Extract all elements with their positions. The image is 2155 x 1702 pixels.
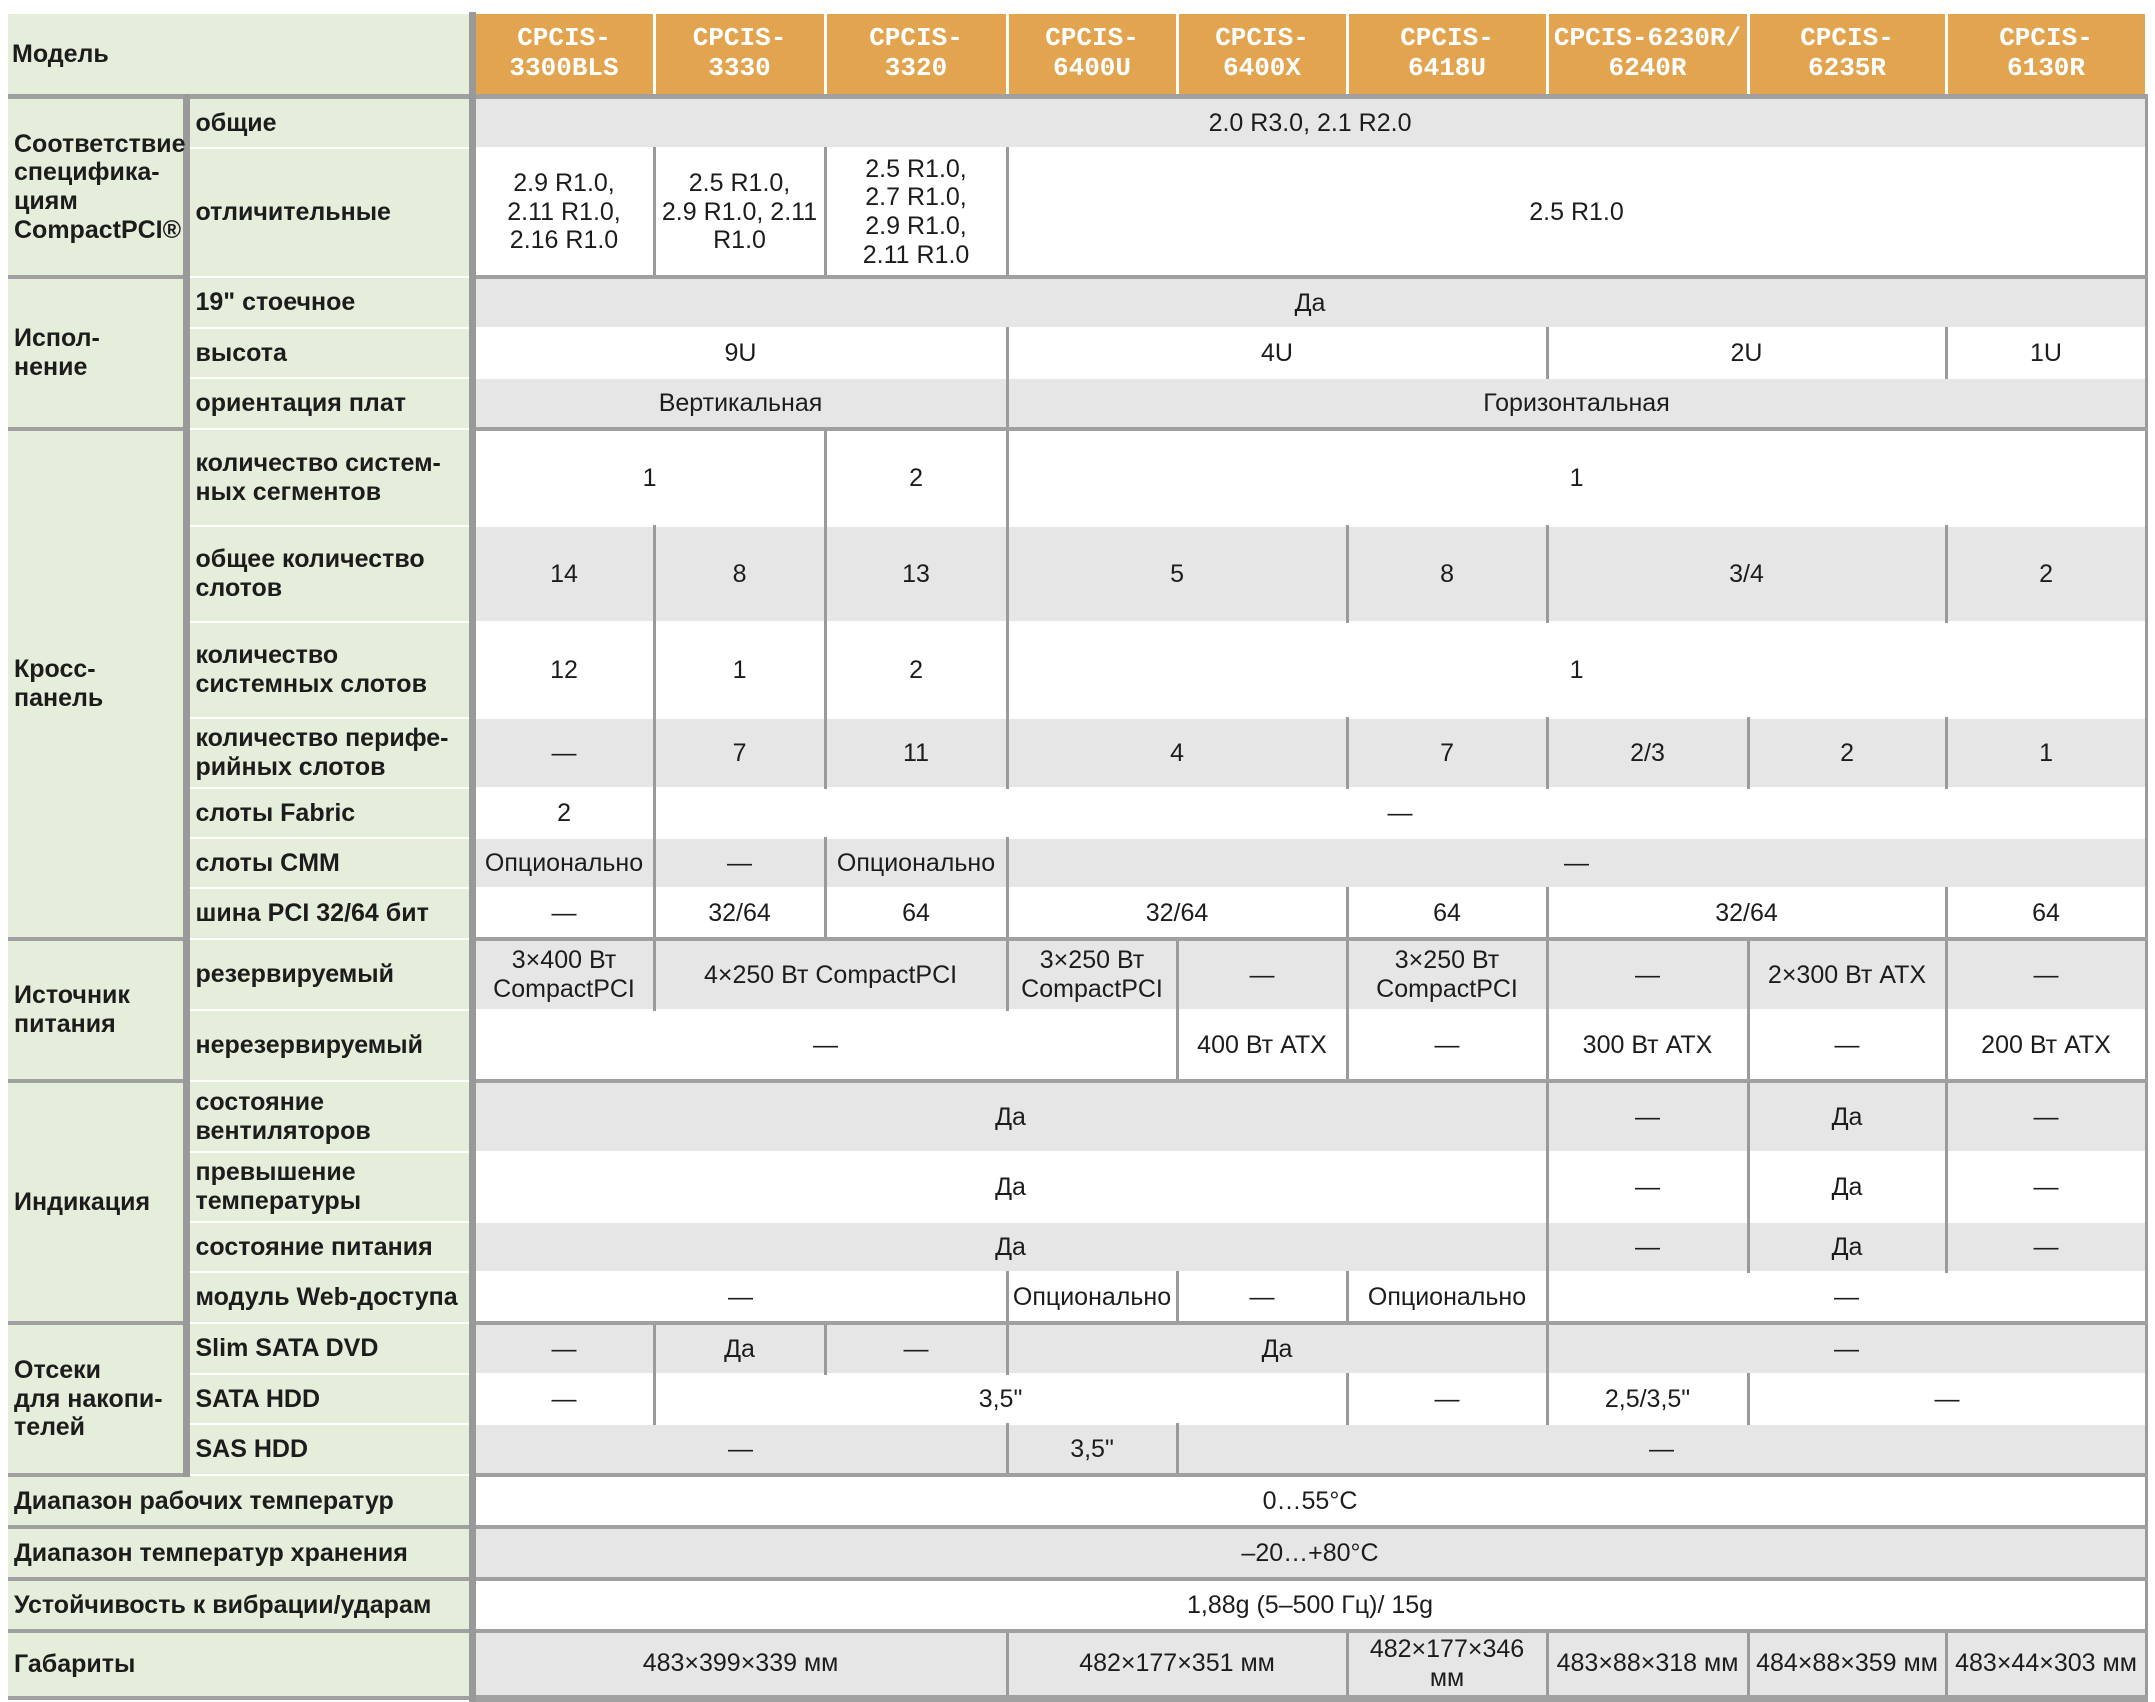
table-cell: 4U <box>1007 328 1547 378</box>
row-label: отличительные <box>186 148 472 277</box>
table-cell: 1 <box>1946 718 2146 788</box>
table-cell: 14 <box>472 526 654 622</box>
table-cell: — <box>825 1323 1007 1374</box>
table-cell: Опционально <box>825 838 1007 888</box>
model-name: CPCIS- 3330 <box>654 13 825 97</box>
table-cell: 32/64 <box>1547 888 1946 939</box>
model-name: CPCIS- 6418U <box>1347 13 1547 97</box>
spec-table <box>8 12 2148 1702</box>
model-name: CPCIS- 3300BLS <box>472 13 654 97</box>
table-cell: — <box>472 1010 1177 1081</box>
row-label: Slim SATA DVD <box>186 1323 472 1374</box>
table-cell: — <box>1946 939 2146 1010</box>
table-cell: — <box>1946 1081 2146 1152</box>
table-row <box>8 1424 2146 1475</box>
table-cell: 5 <box>1007 526 1347 622</box>
row-label: Диапазон рабочих температур <box>8 1475 472 1527</box>
table-cell: 4 <box>1007 718 1347 788</box>
table-cell: — <box>1007 838 2146 888</box>
table-cell: — <box>1177 1424 2146 1475</box>
model-name: CPCIS- 3320 <box>825 13 1007 97</box>
row-label: количество систем- ных сегментов <box>186 429 472 526</box>
table-cell: 32/64 <box>1007 888 1347 939</box>
table-cell: — <box>654 838 825 888</box>
table-cell: 484×88×359 мм <box>1748 1631 1946 1698</box>
row-label: резервируемый <box>186 939 472 1010</box>
table-row <box>8 1081 2146 1152</box>
table-row <box>8 1374 2146 1424</box>
table-row <box>8 97 2146 149</box>
table-cell: — <box>1547 1272 2146 1323</box>
table-cell: Да <box>1748 1152 1946 1222</box>
table-cell: 1,88g (5–500 Гц)/ 15g <box>472 1579 2146 1631</box>
table-cell: 3×250 Вт CompactPCI <box>1007 939 1177 1010</box>
row-label: Диапазон температур хранения <box>8 1527 472 1579</box>
table-cell: 2.5 R1.0, 2.9 R1.0, 2.11 R1.0 <box>654 148 825 277</box>
table-cell: 11 <box>825 718 1007 788</box>
category-label: Кросс- панель <box>8 429 186 939</box>
table-cell: — <box>1547 1081 1748 1152</box>
table-row <box>8 622 2146 718</box>
table-cell: 2×300 Вт ATX <box>1748 939 1946 1010</box>
table-cell: Да <box>472 277 2146 328</box>
row-label: ориентация плат <box>186 378 472 429</box>
table-row <box>8 939 2146 1010</box>
table-cell: 2 <box>825 622 1007 718</box>
table-cell: 2.0 R3.0, 2.1 R2.0 <box>472 97 2146 149</box>
row-label: Габариты <box>8 1631 472 1698</box>
row-label: слоты Fabric <box>186 788 472 838</box>
table-cell: 1 <box>1007 622 2146 718</box>
row-label: SATA HDD <box>186 1374 472 1424</box>
category-label: Отсеки для накопи- телей <box>8 1323 186 1475</box>
row-label: состояние питания <box>186 1222 472 1272</box>
table-row <box>8 838 2146 888</box>
table-cell: — <box>1946 1152 2146 1222</box>
row-label: 19" стоечное <box>186 277 472 328</box>
table-cell: Да <box>1748 1222 1946 1272</box>
table-cell: — <box>472 1272 1007 1323</box>
table-cell: 9U <box>472 328 1007 378</box>
table-cell: — <box>1547 939 1748 1010</box>
table-cell: 0…55°С <box>472 1475 2146 1527</box>
table-row <box>8 1222 2146 1272</box>
table-cell: 1 <box>472 429 825 526</box>
spec-table-wrapper <box>8 12 2146 1702</box>
table-row <box>8 429 2146 526</box>
row-label: высота <box>186 328 472 378</box>
table-row <box>8 1010 2146 1081</box>
table-row <box>8 1579 2146 1631</box>
table-cell: 8 <box>654 526 825 622</box>
table-cell: — <box>1347 1374 1547 1424</box>
table-cell: –20…+80°С <box>472 1527 2146 1579</box>
table-cell: 2 <box>1748 718 1946 788</box>
table-cell: — <box>472 888 654 939</box>
table-row <box>8 1272 2146 1323</box>
table-cell: 2 <box>472 788 654 838</box>
table-cell: 13 <box>825 526 1007 622</box>
category-label: Источник питания <box>8 939 186 1081</box>
table-cell: — <box>1177 939 1347 1010</box>
table-cell: — <box>1748 1010 1946 1081</box>
table-row <box>8 1475 2146 1527</box>
table-cell: — <box>472 1424 1007 1475</box>
row-label: слоты CMM <box>186 838 472 888</box>
table-cell: 64 <box>1946 888 2146 939</box>
table-cell: Опционально <box>472 838 654 888</box>
table-cell: 2U <box>1547 328 1946 378</box>
table-cell: 4×250 Вт CompactPCI <box>654 939 1007 1010</box>
table-cell: 8 <box>1347 526 1547 622</box>
table-cell: — <box>654 788 2146 838</box>
model-name: CPCIS- 6400X <box>1177 13 1347 97</box>
table-cell: 482×177×351 мм <box>1007 1631 1347 1698</box>
row-label: Устойчивость к вибрации/ударам <box>8 1579 472 1631</box>
table-cell: 483×88×318 мм <box>1547 1631 1748 1698</box>
table-cell: Вертикальная <box>472 378 1007 429</box>
table-cell: 2 <box>1946 526 2146 622</box>
table-cell: 483×399×339 мм <box>472 1631 1007 1698</box>
table-cell: Да <box>1007 1323 1547 1374</box>
table-cell: — <box>1547 1152 1748 1222</box>
table-cell: Опционально <box>1347 1272 1547 1323</box>
model-name: CPCIS-6230R/ 6240R <box>1547 13 1748 97</box>
table-cell: 2,5/3,5" <box>1547 1374 1748 1424</box>
table-cell: — <box>472 1374 654 1424</box>
category-label: Соответствие специфика-циям CompactPCI® <box>8 97 186 278</box>
table-row <box>8 1152 2146 1222</box>
table-cell: 482×177×346 мм <box>1347 1631 1547 1698</box>
table-cell: 483×44×303 мм <box>1946 1631 2146 1698</box>
table-cell: Опционально <box>1007 1272 1177 1323</box>
table-cell: 3/4 <box>1547 526 1946 622</box>
table-cell: Горизонтальная <box>1007 378 2146 429</box>
table-cell: 7 <box>654 718 825 788</box>
table-cell: Да <box>654 1323 825 1374</box>
row-label: превышение температуры <box>186 1152 472 1222</box>
row-label: шина PCI 32/64 бит <box>186 888 472 939</box>
table-cell: — <box>1177 1272 1347 1323</box>
table-cell: 64 <box>825 888 1007 939</box>
table-cell: 3,5" <box>1007 1424 1177 1475</box>
table-cell: — <box>1748 1374 2146 1424</box>
table-row <box>8 328 2146 378</box>
table-cell: — <box>1547 1323 2146 1374</box>
table-row <box>8 1527 2146 1579</box>
category-label: Испол- нение <box>8 277 186 429</box>
table-cell: 3,5" <box>654 1374 1347 1424</box>
model-name: CPCIS- 6235R <box>1748 13 1946 97</box>
table-row <box>8 1631 2146 1698</box>
table-cell: Да <box>472 1222 1547 1272</box>
table-cell: 64 <box>1347 888 1547 939</box>
table-cell: Да <box>472 1081 1547 1152</box>
model-name: CPCIS- 6130R <box>1946 13 2146 97</box>
table-cell: 3×250 Вт CompactPCI <box>1347 939 1547 1010</box>
row-label: общее количество слотов <box>186 526 472 622</box>
table-cell: 2.5 R1.0, 2.7 R1.0, 2.9 R1.0, 2.11 R1.0 <box>825 148 1007 277</box>
row-label: количество перифе- рийных слотов <box>186 718 472 788</box>
table-cell: 300 Вт ATX <box>1547 1010 1748 1081</box>
table-cell: — <box>1946 1222 2146 1272</box>
row-label: нерезервируемый <box>186 1010 472 1081</box>
model-header-label: Модель <box>8 13 472 97</box>
table-cell: 2.5 R1.0 <box>1007 148 2146 277</box>
model-name: CPCIS- 6400U <box>1007 13 1177 97</box>
table-cell: 400 Вт ATX <box>1177 1010 1347 1081</box>
table-cell: 2 <box>825 429 1007 526</box>
table-cell: 7 <box>1347 718 1547 788</box>
table-row <box>8 526 2146 622</box>
row-label: общие <box>186 97 472 149</box>
row-label: SAS HDD <box>186 1424 472 1475</box>
table-cell: — <box>1547 1222 1748 1272</box>
table-cell: 2/3 <box>1547 718 1748 788</box>
table-cell: 1U <box>1946 328 2146 378</box>
table-cell: — <box>472 1323 654 1374</box>
table-row <box>8 1323 2146 1374</box>
table-cell: 32/64 <box>654 888 825 939</box>
table-cell: 1 <box>1007 429 2146 526</box>
table-row <box>8 888 2146 939</box>
table-row <box>8 277 2146 328</box>
table-row <box>8 718 2146 788</box>
table-cell: 2.9 R1.0, 2.11 R1.0, 2.16 R1.0 <box>472 148 654 277</box>
table-row <box>8 148 2146 277</box>
table-cell: 12 <box>472 622 654 718</box>
table-cell: — <box>1347 1010 1547 1081</box>
table-cell: 1 <box>654 622 825 718</box>
table-cell: Да <box>1748 1081 1946 1152</box>
row-label: состояние вентиляторов <box>186 1081 472 1152</box>
header-row <box>8 13 2146 97</box>
table-cell: — <box>472 718 654 788</box>
table-cell: 3×400 Вт CompactPCI <box>472 939 654 1010</box>
table-row <box>8 378 2146 429</box>
row-label: количество системных слотов <box>186 622 472 718</box>
category-label: Индикация <box>8 1081 186 1323</box>
table-cell: 200 Вт ATX <box>1946 1010 2146 1081</box>
row-label: модуль Web-доступа <box>186 1272 472 1323</box>
table-cell: Да <box>472 1152 1547 1222</box>
table-row <box>8 788 2146 838</box>
